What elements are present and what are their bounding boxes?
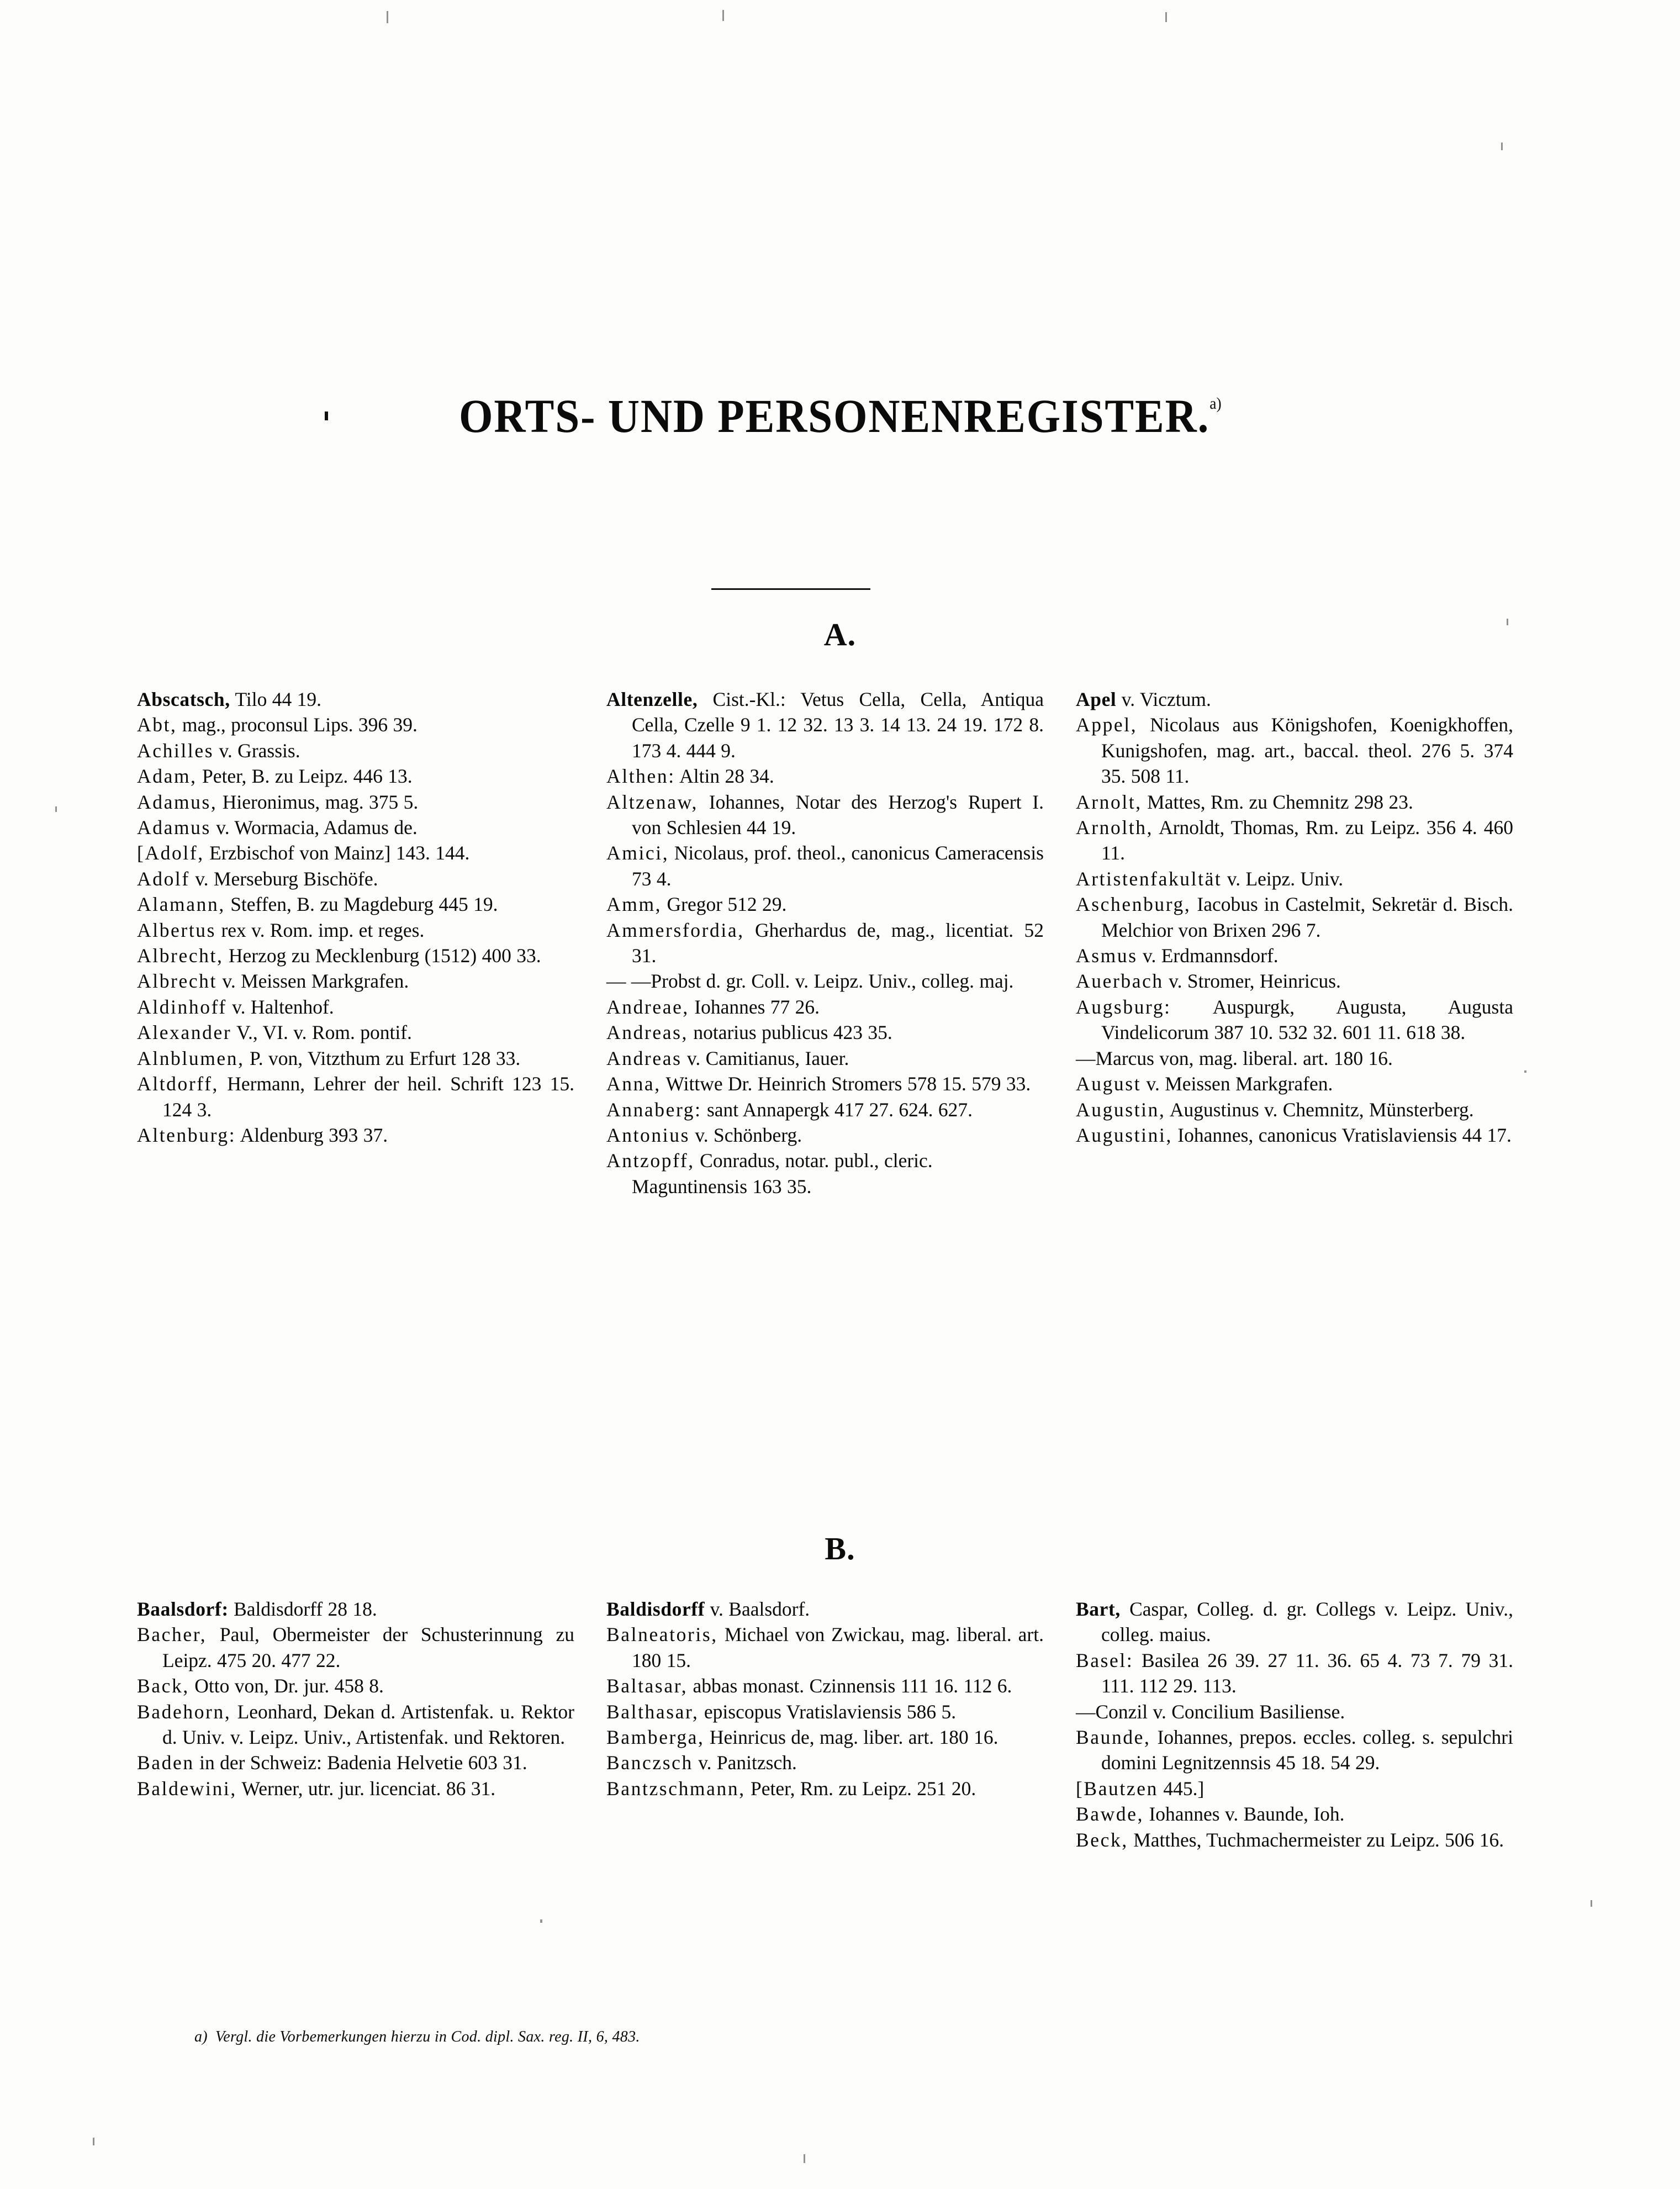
- index-entry-detail: sant Annapergk 417 27. 624. 627.: [701, 1098, 973, 1121]
- index-entry-detail: V., VI. v. Rom. pontif.: [231, 1021, 412, 1044]
- index-entry-lead: Baden: [137, 1752, 194, 1774]
- index-entry-detail: Basilea 26 39. 27 11. 36. 65 4. 73 7. 79 31. 111. 112 29. 113.: [1101, 1649, 1513, 1697]
- index-entry-lead: Badehorn,: [137, 1700, 231, 1723]
- index-entry-headword: Altenzelle,: [606, 688, 698, 710]
- index-entry: [1076, 968, 1513, 994]
- index-entry-detail: Wittwe Dr. Heinrich Stromers 578 15. 579 33.: [661, 1073, 1031, 1095]
- index-entry-lead: Albertus: [137, 919, 216, 941]
- index-entry: [1076, 1046, 1513, 1071]
- index-entry-lead: Arnolth,: [1076, 816, 1154, 839]
- index-entry-detail: Auspurgk, Augusta, Augusta Vindelicorum 387 10. 532 32. 601 11. 618 38.: [1101, 995, 1513, 1044]
- index-entry-detail: Caspar, Colleg. d. gr. Collegs v. Leipz. Univ., colleg. maius.: [1101, 1598, 1513, 1646]
- index-entry-detail: Iacobus in Castelmit, Sekretär d. Bisch. Melchior von Brixen 296 7.: [1101, 893, 1513, 941]
- index-entry: [137, 968, 574, 994]
- scan-speckle: [1591, 1900, 1592, 1907]
- index-entry-detail: episcopus Vratislaviensis 586 5.: [699, 1700, 957, 1723]
- index-entry-lead: Althen:: [606, 765, 675, 788]
- index-entry-lead: Artistenfakultät: [1076, 867, 1222, 890]
- index-entry: [606, 917, 1044, 969]
- index-entry-headword: Baldisdorff: [606, 1598, 705, 1620]
- section-b-column-2: [606, 1596, 1044, 1801]
- index-entry: [137, 1122, 574, 1148]
- index-entry: [137, 892, 574, 917]
- index-entry: [606, 763, 1044, 789]
- index-entry-detail: Iohannes 77 26.: [689, 995, 820, 1018]
- index-entry: [137, 1699, 574, 1750]
- index-entry-detail: notarius publicus 423 35.: [688, 1021, 892, 1044]
- index-entry-detail: in der Schweiz: Badenia Helvetie 603 31.: [194, 1752, 527, 1774]
- index-entry: [606, 1071, 1044, 1096]
- index-entry-detail: Probst d. gr. Coll. v. Leipz. Univ., colleg. maj.: [651, 970, 1014, 993]
- index-entry: [1076, 712, 1513, 789]
- footnote-marker: a): [194, 2028, 208, 2045]
- index-entry: [606, 1750, 1044, 1775]
- index-entry-detail: Gregor 512 29.: [662, 893, 787, 916]
- scan-speckle: [93, 2138, 94, 2145]
- index-entry-detail: Steffen, B. zu Magdeburg 445 19.: [225, 893, 498, 916]
- index-entry-detail: Werner, utr. jur. licenciat. 86 31.: [236, 1777, 496, 1800]
- index-entry-detail: Iohannes, Notar des Herzog's Rupert I. von Schlesien 44 19.: [632, 790, 1044, 839]
- index-entry: [1076, 1122, 1513, 1148]
- index-entry-detail: Erzbischof von Mainz] 143. 144.: [204, 842, 470, 864]
- index-entry-lead: Anna,: [606, 1073, 661, 1095]
- index-entry: [606, 1596, 1044, 1622]
- page-footnote: [194, 2028, 640, 2046]
- index-entry-detail: v. Merseburg Bischöfe.: [189, 867, 378, 890]
- index-entry-detail: v. Grassis.: [214, 739, 300, 762]
- index-entry-lead: Balthasar,: [606, 1700, 699, 1723]
- index-entry-lead: Basel:: [1076, 1649, 1134, 1671]
- index-entry-detail: v. Camitianus, Iauer.: [681, 1047, 849, 1069]
- index-entry-detail: Peter, B. zu Leipz. 446 13.: [197, 765, 413, 788]
- index-entry-lead: August: [1076, 1073, 1142, 1095]
- index-entry-detail: Baldisdorff 28 18.: [228, 1598, 377, 1620]
- index-entry: [137, 738, 574, 763]
- index-entry: [1076, 943, 1513, 968]
- index-entry-lead: Amici,: [606, 842, 669, 864]
- index-entry-lead: Bacher,: [137, 1623, 207, 1646]
- index-entry-detail: Otto von, Dr. jur. 458 8.: [189, 1675, 384, 1697]
- index-entry-lead: Annaberg:: [606, 1098, 702, 1121]
- index-entry: [137, 1596, 574, 1622]
- index-entry-lead: Beck,: [1076, 1828, 1128, 1851]
- scan-speckle: [1165, 12, 1167, 22]
- index-entry: [137, 994, 574, 1020]
- index-entry-detail: Arnoldt, Thomas, Rm. zu Leipz. 356 4. 460 11.: [1101, 816, 1513, 864]
- index-entry-lead: —: [1076, 1047, 1096, 1069]
- index-entry-detail: Iohannes v. Baunde, Ioh.: [1144, 1803, 1345, 1826]
- section-a-columns: [137, 687, 1540, 1199]
- index-entry: [137, 1622, 574, 1673]
- index-entry: [606, 1046, 1044, 1071]
- index-entry-lead: Antzopff,: [606, 1149, 695, 1172]
- scan-speckle: [387, 11, 388, 23]
- index-entry-headword: Abscatsch,: [137, 688, 230, 710]
- index-entry-detail: Peter, Rm. zu Leipz. 251 20.: [745, 1777, 976, 1800]
- index-entry: [1076, 1097, 1513, 1122]
- index-entry-lead: Altdorff,: [137, 1073, 219, 1095]
- index-entry: [606, 892, 1044, 917]
- index-entry-detail: abbas monast. Czinnensis 111 16. 112 6.: [688, 1675, 1012, 1697]
- index-entry-lead: Bawde,: [1076, 1803, 1144, 1826]
- page-title: [458, 389, 1222, 442]
- index-entry-lead: [Adolf,: [137, 842, 204, 864]
- index-entry: [137, 1046, 574, 1071]
- index-entry-detail: Leonhard, Dekan d. Artistenfak. u. Rektor d. Univ. v. Leipz. Univ., Artistenfak. und Rektoren.: [162, 1700, 574, 1749]
- index-entry: [1076, 687, 1513, 712]
- section-b-columns: [137, 1596, 1540, 1853]
- index-entry-detail: Iohannes, prepos. eccles. colleg. s. sepulchri domini Legnitzennsis 45 18. 54 29.: [1101, 1726, 1513, 1774]
- index-entry: [606, 1148, 1044, 1199]
- section-heading-b: B.: [825, 1531, 855, 1566]
- index-entry-lead: Baldewini,: [137, 1777, 237, 1800]
- index-entry: [137, 815, 574, 840]
- index-entry-detail: v. Meissen Markgrafen.: [1141, 1073, 1333, 1095]
- index-entry-detail: v. Vicztum.: [1116, 688, 1211, 710]
- title-divider-rule: [711, 588, 870, 590]
- index-entry-lead: —: [1076, 1700, 1096, 1723]
- index-entry-lead: [Bautzen: [1076, 1777, 1158, 1800]
- index-entry: [1076, 815, 1513, 866]
- index-entry-lead: Ammersfordia,: [606, 919, 744, 941]
- index-entry: [1076, 994, 1513, 1046]
- index-entry-detail: v. Erdmannsdorf.: [1137, 945, 1279, 967]
- index-entry: [137, 917, 574, 943]
- index-entry: [137, 866, 574, 892]
- index-entry: [1076, 1724, 1513, 1776]
- index-entry-lead: Asmus: [1076, 945, 1138, 967]
- index-entry-lead: Abt,: [137, 714, 177, 736]
- index-entry-detail: Aldenburg 393 37.: [236, 1123, 388, 1146]
- footnote-text: Vergl. die Vorbemerkungen hierzu in Cod. dipl. Sax. reg. II, 6, 483.: [215, 2028, 640, 2045]
- index-entry-headword: Baalsdorf:: [137, 1598, 229, 1620]
- index-entry-detail: Conzil v. Concilium Basiliense.: [1095, 1700, 1345, 1723]
- section-a-column-3: [1076, 687, 1513, 1148]
- index-entry-detail: Hermann, Lehrer der heil. Schrift 123 15. 124 3.: [162, 1073, 574, 1121]
- scan-speckle: [722, 10, 724, 21]
- index-entry-lead: Baltasar,: [606, 1675, 688, 1697]
- index-entry-lead: Albrecht: [137, 970, 217, 993]
- index-entry-lead: Adam,: [137, 765, 197, 788]
- section-a-column-2: [606, 687, 1044, 1199]
- index-entry-detail: Michael von Zwickau, mag. liberal. art. 180 15.: [632, 1623, 1044, 1671]
- index-entry: [137, 1750, 574, 1775]
- index-entry-detail: v. Wormacia, Adamus de.: [210, 816, 418, 839]
- index-entry-detail: rex v. Rom. imp. et reges.: [216, 919, 425, 941]
- index-entry-lead: Andreas: [606, 1047, 682, 1069]
- index-entry-lead: Balneatoris,: [606, 1623, 718, 1646]
- index-entry: [606, 1122, 1044, 1148]
- index-entry: [1076, 1596, 1513, 1648]
- index-entry: [606, 1097, 1044, 1122]
- section-heading-a: A.: [823, 616, 857, 652]
- index-entry: [606, 1673, 1044, 1699]
- index-entry-headword: Bart,: [1076, 1598, 1121, 1620]
- index-entry-lead: Alnblumen,: [137, 1047, 245, 1069]
- index-entry-lead: Andreas,: [606, 1021, 688, 1044]
- section-b-column-1: [137, 1596, 574, 1801]
- index-entry-detail: Heinricus de, mag. liber. art. 180 16.: [704, 1726, 999, 1749]
- index-entry: [606, 968, 1044, 994]
- scan-speckle: [540, 1919, 542, 1923]
- index-entry: [1076, 1776, 1513, 1801]
- index-entry: [606, 789, 1044, 841]
- index-entry: [1076, 1699, 1513, 1724]
- scan-speckle: [55, 806, 57, 812]
- index-entry-detail: Iohannes, canonicus Vratislaviensis 44 17.: [1172, 1123, 1512, 1146]
- scan-speckle: [804, 2154, 805, 2163]
- index-entry-detail: v. Meissen Markgrafen.: [217, 970, 409, 993]
- index-entry-detail: Paul, Obermeister der Schusterinnung zu Leipz. 475 20. 477 22.: [162, 1623, 574, 1671]
- index-entry-headword: Apel: [1076, 688, 1117, 710]
- index-entry-lead: Augustin,: [1076, 1098, 1166, 1121]
- index-entry-detail: P. von, Vitzthum zu Erfurt 128 33.: [244, 1047, 521, 1069]
- index-entry: [137, 1071, 574, 1122]
- index-entry-detail: v. Leipz. Univ.: [1222, 867, 1344, 890]
- index-entry-detail: Cist.-Kl.: Vetus Cella, Cella, Antiqua Cella, Czelle 9 1. 12 32. 13 3. 14 13. 24 19. 172 8. 173 4. 444 9.: [632, 688, 1044, 762]
- index-entry: [137, 712, 574, 737]
- index-entry: [137, 1673, 574, 1699]
- index-entry-detail: Herzog zu Mecklenburg (1512) 400 33.: [223, 945, 541, 967]
- index-entry: [1076, 1648, 1513, 1699]
- index-entry: [606, 1776, 1044, 1801]
- index-entry-lead: Altenburg:: [137, 1123, 236, 1146]
- index-entry-detail: v. Baalsdorf.: [705, 1598, 810, 1620]
- page-title-text: ORTS- UND PERSONENREGISTER.: [458, 389, 1209, 442]
- index-entry-lead: Augustini,: [1076, 1123, 1172, 1146]
- index-entry-lead: Banczsch: [606, 1752, 693, 1774]
- index-entry: [1076, 892, 1513, 943]
- section-b-column-3: [1076, 1596, 1513, 1853]
- index-entry-lead: Auerbach: [1076, 970, 1164, 993]
- index-entry: [1076, 789, 1513, 815]
- index-entry: [137, 789, 574, 815]
- page-title-footnote-marker: a): [1209, 394, 1222, 413]
- index-entry-lead: Amm,: [606, 893, 662, 916]
- index-entry: [137, 1776, 574, 1801]
- index-entry-lead: Adolf: [137, 867, 190, 890]
- index-entry: [606, 840, 1044, 892]
- index-entry-lead: Altzenaw,: [606, 790, 698, 813]
- index-entry-lead: Antonius: [606, 1123, 690, 1146]
- index-entry-detail: 445.]: [1158, 1777, 1204, 1800]
- index-entry-lead: Augsburg:: [1076, 995, 1171, 1018]
- index-entry: [606, 1699, 1044, 1724]
- index-entry: [606, 994, 1044, 1020]
- index-entry-detail: Augustinus v. Chemnitz, Münsterberg.: [1165, 1098, 1474, 1121]
- index-entry-lead: Aschenburg,: [1076, 893, 1191, 916]
- scan-speckle: [1524, 1070, 1526, 1073]
- scan-speckle: [1507, 619, 1508, 625]
- index-entry-lead: Andreae,: [606, 995, 689, 1018]
- section-a-column-1: [137, 687, 574, 1148]
- index-entry: [606, 687, 1044, 763]
- index-entry: [137, 763, 574, 789]
- index-entry-detail: Conradus, notar. publ., cleric. Maguntinensis 163 35.: [632, 1149, 933, 1198]
- index-entry-lead: Alexander: [137, 1021, 232, 1044]
- index-entry-detail: v. Haltenhof.: [226, 995, 334, 1018]
- index-entry: [1076, 1071, 1513, 1096]
- index-entry-lead: Adamus,: [137, 790, 218, 813]
- index-entry-lead: Aldinhoff: [137, 995, 227, 1018]
- index-entry: [606, 1724, 1044, 1750]
- index-entry-detail: Hieronimus, mag. 375 5.: [217, 790, 419, 813]
- index-entry: [1076, 1801, 1513, 1827]
- index-entry-lead: Appel,: [1076, 714, 1138, 736]
- index-entry-detail: Gherhardus de, mag., licentiat. 52 31.: [632, 919, 1044, 967]
- index-entry: [1076, 1827, 1513, 1853]
- index-entry-detail: Nicolaus aus Königshofen, Koenigkhoffen, Kunigshofen, mag. art., baccal. theol. 276 5. 374 35. 508 11.: [1101, 714, 1513, 788]
- index-entry-detail: Altin 28 34.: [675, 765, 774, 788]
- index-entry-lead: Bamberga,: [606, 1726, 705, 1749]
- index-entry-detail: mag., proconsul Lips. 396 39.: [177, 714, 418, 736]
- index-entry-detail: Mattes, Rm. zu Chemnitz 298 23.: [1142, 790, 1413, 813]
- index-entry-lead: Arnolt,: [1076, 790, 1142, 813]
- index-entry: [137, 943, 574, 968]
- index-entry: [606, 1020, 1044, 1045]
- index-entry-lead: Baunde,: [1076, 1726, 1151, 1749]
- index-entry-lead: Adamus: [137, 816, 211, 839]
- index-entry: [1076, 866, 1513, 892]
- index-entry-lead: — —: [606, 970, 651, 993]
- index-entry-lead: Achilles: [137, 739, 214, 762]
- scan-speckle: [1501, 143, 1503, 150]
- index-entry-lead: Bantzschmann,: [606, 1777, 746, 1800]
- index-entry-detail: Marcus von, mag. liberal. art. 180 16.: [1095, 1047, 1393, 1069]
- index-entry-detail: Nicolaus, prof. theol., canonicus Cameracensis 73 4.: [632, 842, 1044, 890]
- index-entry: [137, 840, 574, 866]
- index-entry-detail: v. Panitzsch.: [693, 1752, 797, 1774]
- index-entry: [137, 687, 574, 712]
- index-entry-detail: v. Schönberg.: [689, 1123, 802, 1146]
- index-entry-detail: v. Stromer, Heinricus.: [1163, 970, 1341, 993]
- index-entry-detail: Matthes, Tuchmachermeister zu Leipz. 506 16.: [1128, 1828, 1504, 1851]
- index-entry: [137, 1020, 574, 1045]
- index-entry-lead: Alamann,: [137, 893, 225, 916]
- index-entry: [606, 1622, 1044, 1673]
- index-entry-detail: Tilo 44 19.: [230, 688, 321, 710]
- index-entry-lead: Back,: [137, 1675, 189, 1697]
- page-title-block: [0, 389, 1680, 442]
- index-entry-lead: Albrecht,: [137, 945, 224, 967]
